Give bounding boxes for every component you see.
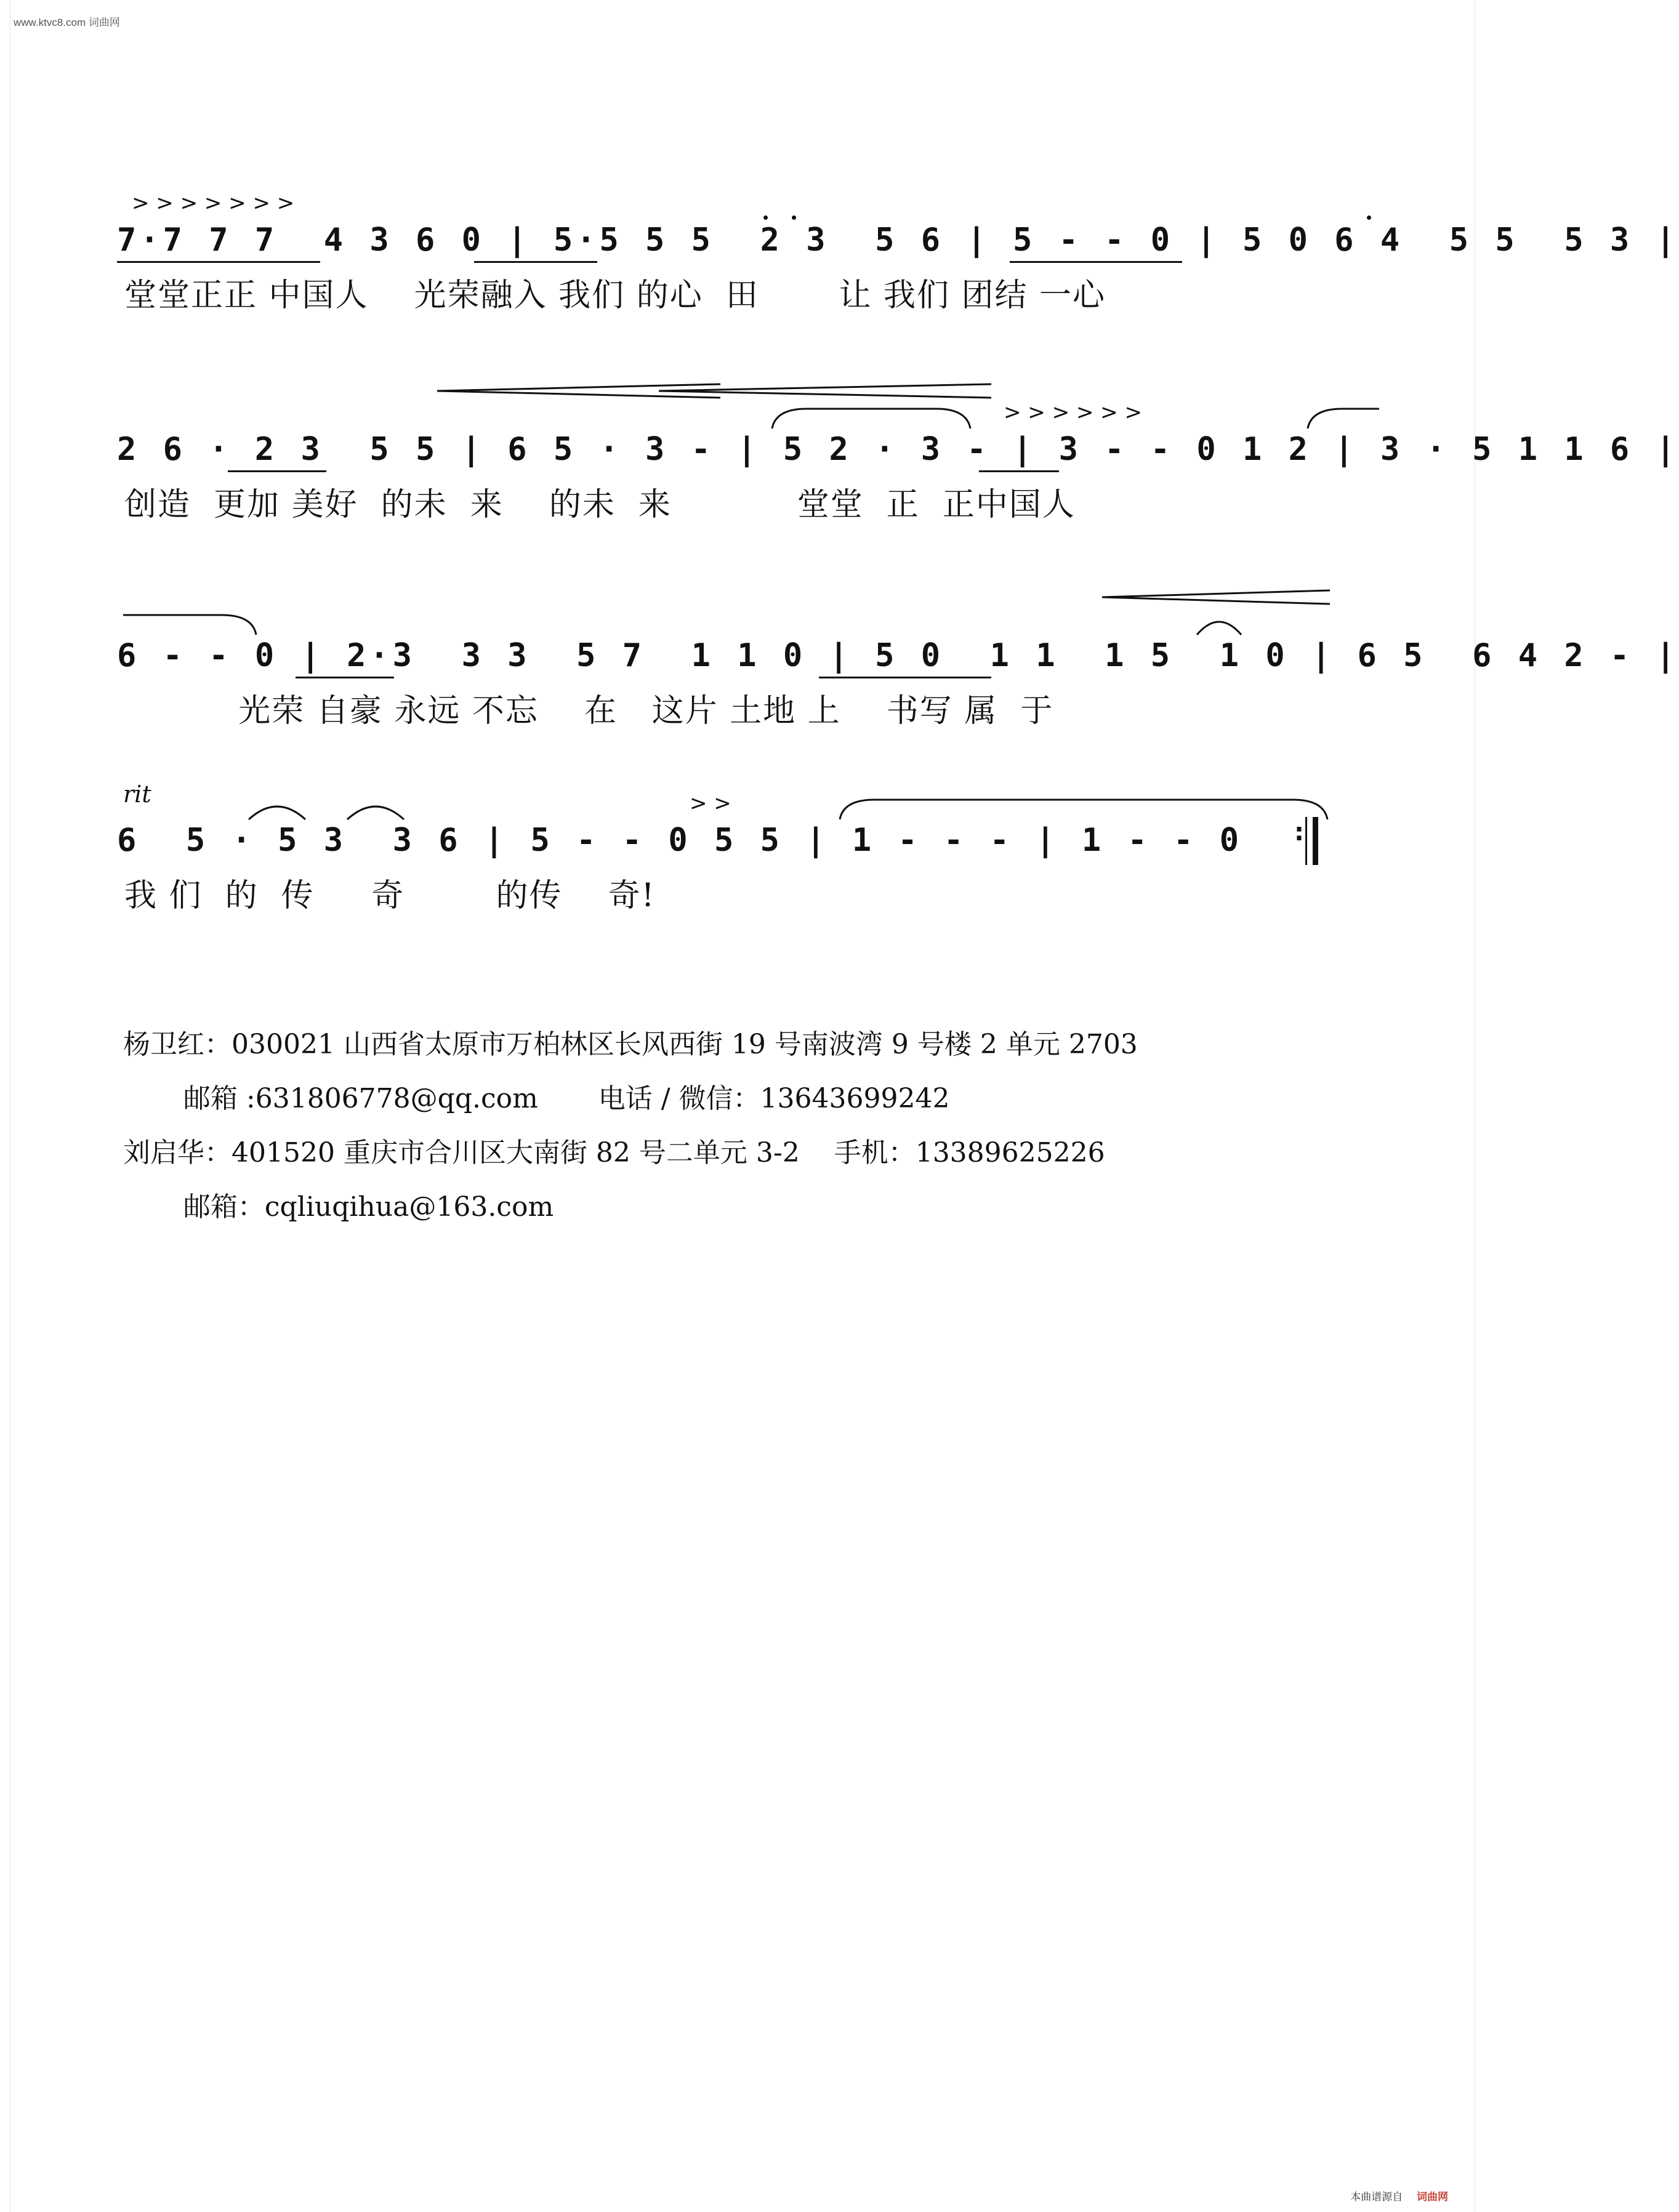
lyric-line: 堂堂正正 中国人 光荣融入 我们 的心 田 让 我们 团结 一心 bbox=[124, 277, 1106, 314]
beam-underline bbox=[296, 677, 394, 678]
octave-dot bbox=[1367, 215, 1371, 220]
tie-arc bbox=[345, 797, 406, 822]
notation-line: 2 6 · 2 3 5 5 | 6 5 · 3 - | 5 2 · 3 - | 3 - - 0 1 2 | 3 · 5 1 1 6 | bbox=[117, 431, 1679, 468]
right-margin-strip bbox=[1475, 0, 1485, 2212]
beam-underline bbox=[474, 261, 597, 263]
footer-note-text: 本曲谱源自 bbox=[1350, 2191, 1403, 2203]
tempo-mark-rit: rit bbox=[123, 781, 151, 808]
left-margin-strip bbox=[0, 0, 10, 2212]
beam-underline bbox=[117, 261, 320, 263]
beam-underline bbox=[1010, 261, 1182, 263]
score-system-2 bbox=[117, 400, 1679, 529]
contact-line-3: 刘启华：401520 重庆市合川区大南街 82 号二单元 3-2 手机：13389625226 bbox=[123, 1137, 1105, 1168]
contact-line-2: 邮箱 :631806778@qq.com 电话 / 微信：13643699242 bbox=[123, 1083, 950, 1114]
tie-arc bbox=[837, 797, 1330, 822]
tie-arc bbox=[123, 613, 259, 637]
accent-marks: > > bbox=[690, 791, 731, 816]
beam-underline bbox=[819, 677, 991, 678]
notation-line: 7·7 7 7 4 3 6 0 | 5·5 5 5 2 3 5 6 | 5 - - 0 | 5 0 6 4 5 5 5 3 | bbox=[117, 222, 1679, 259]
octave-dot bbox=[792, 215, 796, 220]
footer-source-note bbox=[1350, 2188, 1448, 2203]
tie-arc bbox=[770, 406, 973, 431]
score-system-3 bbox=[117, 637, 1679, 736]
contact-line-4: 邮箱：cqliuqihua@163.com bbox=[123, 1191, 554, 1223]
accent-marks: > > > > > > bbox=[1004, 400, 1142, 425]
octave-dot bbox=[763, 215, 768, 220]
beam-underline bbox=[228, 470, 326, 472]
accent-marks: > > > > > > > bbox=[132, 191, 295, 215]
lyric-line: 创造 更加 美好 的未 来 的未 来 堂堂 正 正中国人 bbox=[124, 486, 1076, 523]
lyric-line: 光荣 自豪 永远 不忘 在 这片 土地 上 书写 属 于 bbox=[124, 693, 1054, 730]
crescendo-hairpin bbox=[659, 382, 991, 400]
tie-arc bbox=[1305, 406, 1379, 431]
score-system-4: 6 5 · 5 3 3 6 | 5 - - 0 5 5 | 1 - - - | 1 - - 0 我 们 的 传 奇 的传 奇! > > : bbox=[117, 822, 1367, 920]
contact-line-1: 杨卫红：030021 山西省太原市万柏林区长风西街 19 号南波湾 9 号楼 2 单元 2703 bbox=[123, 1029, 1138, 1060]
crescendo-hairpin bbox=[1102, 588, 1330, 606]
notation-line: 6 - - 0 | 2·3 3 3 5 7 1 1 0 | 5 0 1 1 1 5 1 0 | 6 5 6 4 2 - | bbox=[117, 637, 1679, 674]
tie-arc bbox=[246, 797, 308, 822]
notation-line: 6 5 · 5 3 3 6 | 5 - - 0 5 5 | 1 - - - | 1 - - 0 bbox=[117, 822, 1243, 859]
header-url: www.ktvc8.com 词曲网 bbox=[14, 17, 120, 28]
tie-arc bbox=[1194, 613, 1244, 637]
lyric-line: 我 们 的 传 奇 的传 奇! bbox=[124, 877, 656, 914]
footer-brand-link[interactable]: 词曲网 bbox=[1417, 2191, 1448, 2203]
score-system-1 bbox=[117, 191, 1679, 320]
beam-underline bbox=[979, 470, 1059, 472]
